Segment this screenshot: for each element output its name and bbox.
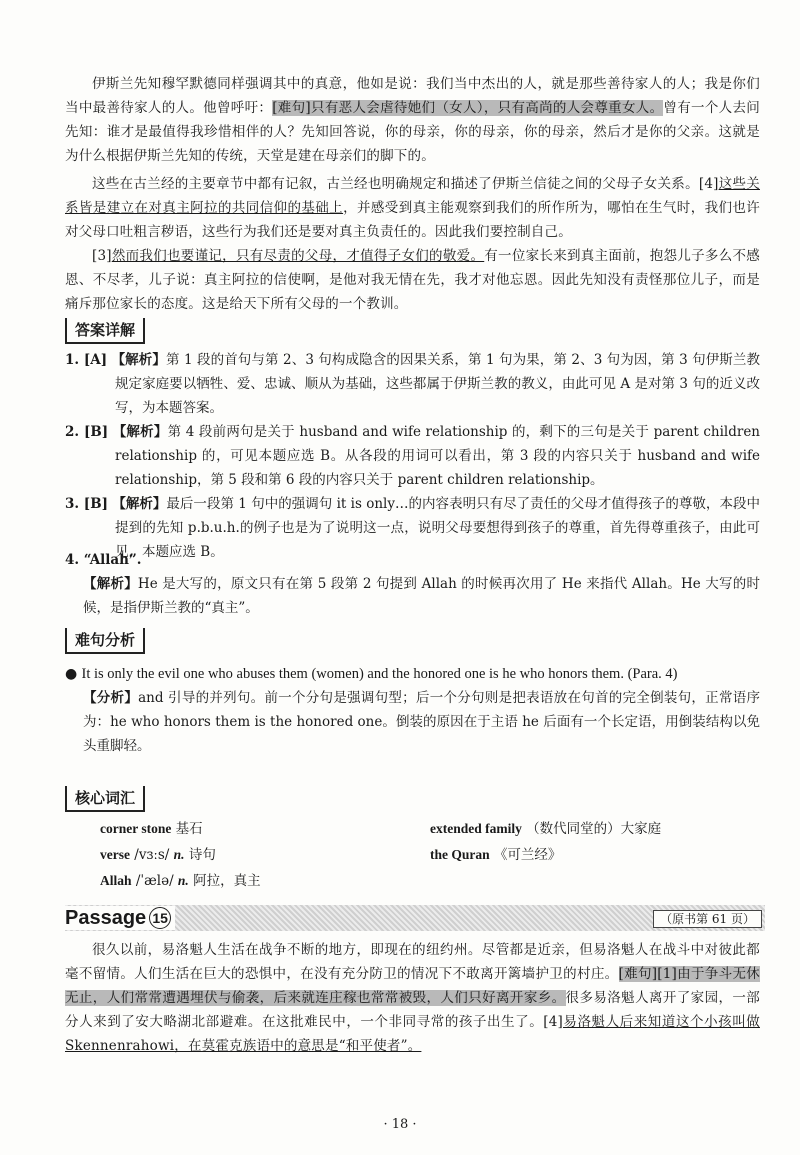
passage-underlined: 易洛魁人后来知道这个小孩叫做 Skennenrahowi，在莫霍克族语中的意思是“和平使者”。 bbox=[65, 1014, 760, 1054]
vocab-item: corner stone 基石 bbox=[100, 821, 203, 837]
passage-paragraph bbox=[65, 938, 760, 1058]
answer-3-label: 【解析】 bbox=[112, 496, 167, 512]
p3-text-b: 有一位家长来到真主面前，抱怨儿子多么不感恩、不尽孝，儿子说：真主阿拉的信使啊，是他对我无情在先，我才对他忘恩。因此先知没有责怪那位儿子，而是痛斥那位家长的态度。这是给天下所有父母的一个教训。 bbox=[65, 248, 760, 312]
passage-number: 15 bbox=[149, 907, 171, 929]
difficult-sentence: It is only the evil one who abuses them (women) and the honored one is he who honors them. (Para. 4) bbox=[81, 666, 678, 682]
vocab-item: extended family （数代同堂的）大家庭 bbox=[430, 821, 662, 837]
answer-1-label: 【解析】 bbox=[111, 352, 166, 368]
analysis-label: 【分析】 bbox=[83, 690, 139, 706]
answer-1-number: 1. [A] bbox=[65, 352, 108, 368]
answer-1 bbox=[65, 348, 760, 420]
answer-2 bbox=[65, 420, 760, 492]
answer-3-number: 3. [B] bbox=[65, 496, 108, 512]
answer-4-number: 4. “Allah”. bbox=[65, 552, 142, 568]
p3-underlined: 然而我们也要谨记，只有尽责的父母，才值得子女们的敬爱。 bbox=[111, 248, 485, 264]
p1-difficult-sentence: [难句]只有恶人会虐待她们（女人），只有高尚的人会尊重女人。 bbox=[272, 100, 664, 116]
answer-4 bbox=[65, 548, 760, 620]
answer-2-label: 【解析】 bbox=[112, 424, 168, 440]
vocab-item: the Quran 《可兰经》 bbox=[430, 847, 562, 863]
paragraph-1 bbox=[65, 72, 760, 168]
bullet-icon: ● bbox=[65, 666, 78, 682]
p2-text-a: 这些在古兰经的主要章节中都有记叙，古兰经也明确规定和描述了伊斯兰信徒之间的父母子女关系。 bbox=[92, 176, 699, 192]
passage-text-a: 很久以前，易洛魁人生活在战争不断的地方，即现在的纽约州。尽管都是近亲，但易洛魁人在战斗中对彼此都毫不留情。人们生活在巨大的恐惧中，在没有充分防卫的情况下不敢离开篱墙护卫的村庄。 bbox=[65, 942, 760, 982]
answer-1-text: 第 1 段的首句与第 2、3 句构成隐含的因果关系，第 1 句为果，第 2、3 句为因，第 3 句伊斯兰教规定家庭要以牺牲、爱、忠诚、顺从为基础，这些都属于伊斯兰教的教义，由此可见 A 是对第 3 句的近义改写，为本题答案。 bbox=[115, 352, 761, 416]
p2-text-b: ，并感受到真主能观察到我们的所作所为，哪怕在生气时，我们也许对父母口吐粗言秽语，这些行为我们还是要对真主负责任的。因此我们要控制自己。 bbox=[65, 200, 761, 240]
vocab-item: Allah /ˈælə/ n. 阿拉，真主 bbox=[100, 873, 261, 889]
answer-2-text: 第 4 段前两句是关于 husband and wife relationship 的，剩下的三句是关于 parent children relationship 的，可见本题应选 B。从各段的用词可以看出，第 3 段的内容只关于 husband and wife relationship，第 5 段和第 6 段的内容只关于 parent children relationship。 bbox=[115, 424, 761, 488]
p2-underlined: 这些关系皆是建立在对真主阿拉的共同信仰的基础上 bbox=[65, 176, 760, 216]
passage-text-b: 很多易洛魁人离开了家园，一部分人来到了安大略湖北部避难。在这批难民中，一个非同寻常的孩子出生了。 bbox=[65, 990, 760, 1030]
answer-2-number: 2. [B] bbox=[65, 424, 109, 440]
difficult-sentence-block bbox=[65, 662, 760, 758]
page-reference: （原书第 61 页） bbox=[653, 910, 762, 928]
paragraph-3 bbox=[65, 244, 760, 316]
answer-4-text: He 是大写的，原文只有在第 5 段第 2 句提到 Allah 的时候再次用了 He 来指代 Allah。He 大写的时候，是指伊斯兰教的“真主”。 bbox=[83, 576, 760, 616]
p2-tag: [4] bbox=[698, 176, 719, 192]
vocab-header: 核心词汇 bbox=[65, 786, 145, 812]
page-number: · 18 · bbox=[383, 1117, 417, 1132]
passage-title: Passage 15 bbox=[65, 906, 175, 930]
p1-text-b: 曾有一个人去问先知：谁才是最值得我珍惜相伴的人？先知回答说，你的母亲，你的母亲，你的母亲，然后才是你的父亲。这就是为什么根据伊斯兰先知的传统，天堂是建在母亲们的脚下的。 bbox=[65, 100, 761, 164]
answer-3-text: 最后一段第 1 句中的强调句 it is only…的内容表明只有尽了责任的父母才值得孩子的尊敬，本段中提到的先知 p.b.u.h.的例子也是为了说明这一点，说明父母要想得到孩子的尊重，首先得尊重孩子，由此可见，本题应选 B。 bbox=[115, 496, 760, 560]
p1-text-a: 伊斯兰先知穆罕默德同样强调其中的真意，他如是说：我们当中杰出的人，就是那些善待家人的人；我是你们当中最善待家人的人。他曾呼吁： bbox=[65, 76, 760, 116]
answer-4-label: 【解析】 bbox=[83, 576, 138, 592]
p3-tag: [3] bbox=[92, 248, 112, 264]
difficult-header: 难句分析 bbox=[65, 628, 145, 654]
vocab-item: verse /vɜːs/ n. 诗句 bbox=[100, 847, 216, 863]
answers-header: 答案详解 bbox=[65, 318, 145, 344]
passage-tag: [4] bbox=[543, 1014, 564, 1030]
paragraph-2 bbox=[65, 172, 760, 244]
vocab-left bbox=[100, 816, 261, 894]
passage-difficult-sentence: [难句][1]由于争斗无休无止，人们常常遭遇埋伏与偷袭，后来就连庄稼也常常被毁，人们只好离开家乡。 bbox=[65, 966, 760, 1006]
vocab-right bbox=[430, 816, 661, 868]
analysis-text: and 引导的并列句。前一个分句是强调句型；后一个分句则是把表语放在句首的完全倒装句，正常语序为：he who honors them is the honored one。倒装的原因在于主语 he 后面有一个长定语，用倒装结构以免头重脚轻。 bbox=[83, 690, 760, 754]
